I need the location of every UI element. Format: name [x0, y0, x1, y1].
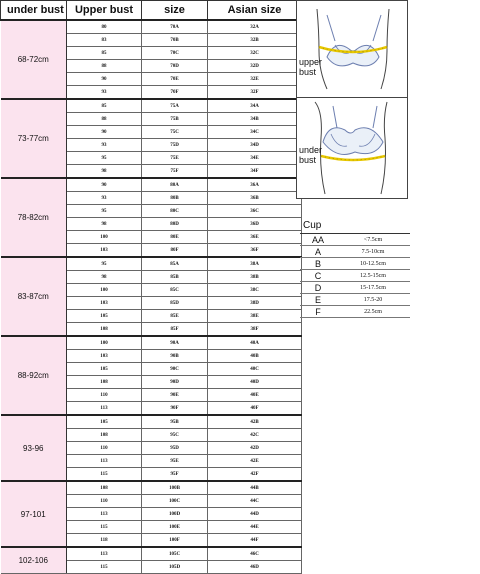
upper-bust-cell: 113 [67, 547, 142, 561]
asian-size-cell: 42F [208, 468, 302, 482]
size-cell: 95B [142, 415, 208, 429]
size-cell: 80E [142, 231, 208, 244]
size-row [1, 336, 302, 350]
cup-row [300, 306, 410, 318]
upper-bust-cell: 88 [67, 60, 142, 73]
size-row [1, 20, 302, 34]
size-cell: 80A [142, 178, 208, 192]
header-asian-size: Asian size [208, 1, 302, 21]
under-bust-range: 102-106 [1, 547, 67, 574]
under-bust-range: 78-82cm [1, 178, 67, 257]
size-cell: 70C [142, 47, 208, 60]
size-cell: 95D [142, 442, 208, 455]
size-cell: 105C [142, 547, 208, 561]
asian-size-cell: 42E [208, 455, 302, 468]
asian-size-cell: 34E [208, 152, 302, 165]
cup-letter: C [300, 270, 336, 282]
upper-bust-cell: 93 [67, 86, 142, 100]
upper-bust-cell: 90 [67, 126, 142, 139]
size-cell: 95E [142, 455, 208, 468]
cup-difference: 22.5cm [336, 306, 410, 318]
asian-size-cell: 42B [208, 415, 302, 429]
size-cell: 85E [142, 310, 208, 323]
asian-size-cell: 38D [208, 297, 302, 310]
size-cell: 75F [142, 165, 208, 179]
upper-bust-cell: 100 [67, 336, 142, 350]
cup-difference: 7.5-10cm [336, 246, 410, 258]
size-cell: 70D [142, 60, 208, 73]
upper-bust-cell: 113 [67, 455, 142, 468]
cup-row [300, 270, 410, 282]
header-under-bust: under bust [1, 1, 67, 21]
asian-size-cell: 40E [208, 389, 302, 402]
asian-size-cell: 40B [208, 350, 302, 363]
upper-bust-cell: 108 [67, 481, 142, 495]
size-cell: 85F [142, 323, 208, 337]
asian-size-cell: 42C [208, 429, 302, 442]
cup-row [300, 282, 410, 294]
header-upper-bust: Upper bust [67, 1, 142, 21]
cup-difference: 17.5-20 [336, 294, 410, 306]
cup-letter: A [300, 246, 336, 258]
upper-bust-cell: 100 [67, 231, 142, 244]
asian-size-cell: 34F [208, 165, 302, 179]
asian-size-cell: 34D [208, 139, 302, 152]
asian-size-cell: 44D [208, 508, 302, 521]
size-cell: 95C [142, 429, 208, 442]
size-cell: 85D [142, 297, 208, 310]
asian-size-cell: 36A [208, 178, 302, 192]
asian-size-cell: 36E [208, 231, 302, 244]
size-cell: 90F [142, 402, 208, 416]
cup-difference: 12.5-15cm [336, 270, 410, 282]
upper-bust-cell: 105 [67, 310, 142, 323]
size-cell: 75E [142, 152, 208, 165]
asian-size-cell: 44C [208, 495, 302, 508]
asian-size-cell: 32A [208, 20, 302, 34]
under-bust-range: 68-72cm [1, 20, 67, 99]
size-row [1, 415, 302, 429]
asian-size-cell: 46D [208, 561, 302, 574]
upper-bust-cell: 103 [67, 297, 142, 310]
under-bust-range: 83-87cm [1, 257, 67, 336]
cup-row [300, 294, 410, 306]
asian-size-cell: 38A [208, 257, 302, 271]
asian-size-cell: 32B [208, 34, 302, 47]
asian-size-cell: 32C [208, 47, 302, 60]
upper-bust-cell: 93 [67, 139, 142, 152]
asian-size-cell: 44F [208, 534, 302, 548]
size-cell: 90C [142, 363, 208, 376]
cup-letter: E [300, 294, 336, 306]
asian-size-cell: 44B [208, 481, 302, 495]
asian-size-cell: 32D [208, 60, 302, 73]
upper-bust-cell: 108 [67, 323, 142, 337]
cup-letter: AA [300, 234, 336, 246]
upper-bust-cell: 118 [67, 534, 142, 548]
size-cell: 100C [142, 495, 208, 508]
upper-bust-cell: 98 [67, 271, 142, 284]
size-cell: 80B [142, 192, 208, 205]
cup-difference: 10-12.5cm [336, 258, 410, 270]
size-row [1, 178, 302, 192]
under-bust-range: 88-92cm [1, 336, 67, 415]
upper-bust-cell: 110 [67, 389, 142, 402]
upper-bust-cell: 95 [67, 205, 142, 218]
cup-title: Cup [300, 217, 336, 234]
size-cell: 70E [142, 73, 208, 86]
asian-size-cell: 34C [208, 126, 302, 139]
size-cell: 90A [142, 336, 208, 350]
size-cell: 90D [142, 376, 208, 389]
upper-bust-cell: 88 [67, 113, 142, 126]
asian-size-cell: 36F [208, 244, 302, 258]
asian-size-cell: 34B [208, 113, 302, 126]
size-row [1, 99, 302, 113]
upper-bust-cell: 98 [67, 218, 142, 231]
size-cell: 70F [142, 86, 208, 100]
upper-bust-cell: 115 [67, 521, 142, 534]
asian-size-cell: 38F [208, 323, 302, 337]
asian-size-cell: 32E [208, 73, 302, 86]
asian-size-cell: 36C [208, 205, 302, 218]
size-cell: 100F [142, 534, 208, 548]
upper-bust-cell: 95 [67, 152, 142, 165]
size-cell: 85A [142, 257, 208, 271]
size-row [1, 481, 302, 495]
cup-difference: 15-17.5cm [336, 282, 410, 294]
size-chart-header-row [1, 1, 302, 21]
size-cell: 90B [142, 350, 208, 363]
asian-size-cell: 36B [208, 192, 302, 205]
size-cell: 85B [142, 271, 208, 284]
asian-size-cell: 38E [208, 310, 302, 323]
upper-bust-cell: 90 [67, 178, 142, 192]
upper-bust-cell: 90 [67, 73, 142, 86]
upper-bust-cell: 103 [67, 244, 142, 258]
upper-bust-cell: 98 [67, 165, 142, 179]
upper-bust-cell: 113 [67, 508, 142, 521]
upper-bust-cell: 83 [67, 34, 142, 47]
asian-size-cell: 42D [208, 442, 302, 455]
size-cell: 105D [142, 561, 208, 574]
upper-bust-cell: 110 [67, 442, 142, 455]
size-cell: 80D [142, 218, 208, 231]
asian-size-cell: 36D [208, 218, 302, 231]
cup-row [300, 258, 410, 270]
size-cell: 70B [142, 34, 208, 47]
size-cell: 100D [142, 508, 208, 521]
size-cell: 95F [142, 468, 208, 482]
size-cell: 90E [142, 389, 208, 402]
size-cell: 70A [142, 20, 208, 34]
size-cell: 75C [142, 126, 208, 139]
size-cell: 80F [142, 244, 208, 258]
under-bust-range: 93-96 [1, 415, 67, 481]
size-cell: 100B [142, 481, 208, 495]
under-bust-range: 97-101 [1, 481, 67, 547]
cup-difference: <7.5cm [336, 234, 410, 246]
under-bust-label: under bust [299, 145, 323, 165]
size-row [1, 257, 302, 271]
upper-bust-cell: 103 [67, 350, 142, 363]
asian-size-cell: 40A [208, 336, 302, 350]
size-cell: 75D [142, 139, 208, 152]
asian-size-cell: 32F [208, 86, 302, 100]
upper-bust-cell: 80 [67, 20, 142, 34]
upper-bust-illustration [296, 0, 408, 99]
cup-letter: B [300, 258, 336, 270]
upper-bust-cell: 115 [67, 561, 142, 574]
under-bust-illustration [296, 97, 408, 199]
cup-letter: F [300, 306, 336, 318]
upper-bust-cell: 113 [67, 402, 142, 416]
upper-bust-figure [297, 1, 407, 98]
asian-size-cell: 40C [208, 363, 302, 376]
upper-bust-cell: 105 [67, 363, 142, 376]
under-bust-range: 73-77cm [1, 99, 67, 178]
asian-size-cell: 40F [208, 402, 302, 416]
cup-letter: D [300, 282, 336, 294]
upper-bust-cell: 85 [67, 47, 142, 60]
cup-table-header-row [300, 217, 410, 234]
size-cell: 100E [142, 521, 208, 534]
upper-bust-cell: 95 [67, 257, 142, 271]
size-cell: 80C [142, 205, 208, 218]
cup-row [300, 234, 410, 246]
upper-bust-cell: 110 [67, 495, 142, 508]
upper-bust-cell: 115 [67, 468, 142, 482]
cup-size-table [300, 217, 410, 318]
asian-size-cell: 38B [208, 271, 302, 284]
size-cell: 85C [142, 284, 208, 297]
cup-row [300, 246, 410, 258]
upper-bust-cell: 100 [67, 284, 142, 297]
upper-bust-cell: 108 [67, 376, 142, 389]
size-chart-body [1, 20, 302, 574]
header-size: size [142, 1, 208, 21]
asian-size-cell: 44E [208, 521, 302, 534]
upper-bust-cell: 85 [67, 99, 142, 113]
size-cell: 75A [142, 99, 208, 113]
upper-bust-cell: 105 [67, 415, 142, 429]
upper-bust-cell: 108 [67, 429, 142, 442]
size-cell: 75B [142, 113, 208, 126]
asian-size-cell: 34A [208, 99, 302, 113]
size-row [1, 547, 302, 561]
asian-size-cell: 38C [208, 284, 302, 297]
upper-bust-label: upper bust [299, 57, 323, 77]
asian-size-cell: 46C [208, 547, 302, 561]
upper-bust-cell: 93 [67, 192, 142, 205]
asian-size-cell: 40D [208, 376, 302, 389]
